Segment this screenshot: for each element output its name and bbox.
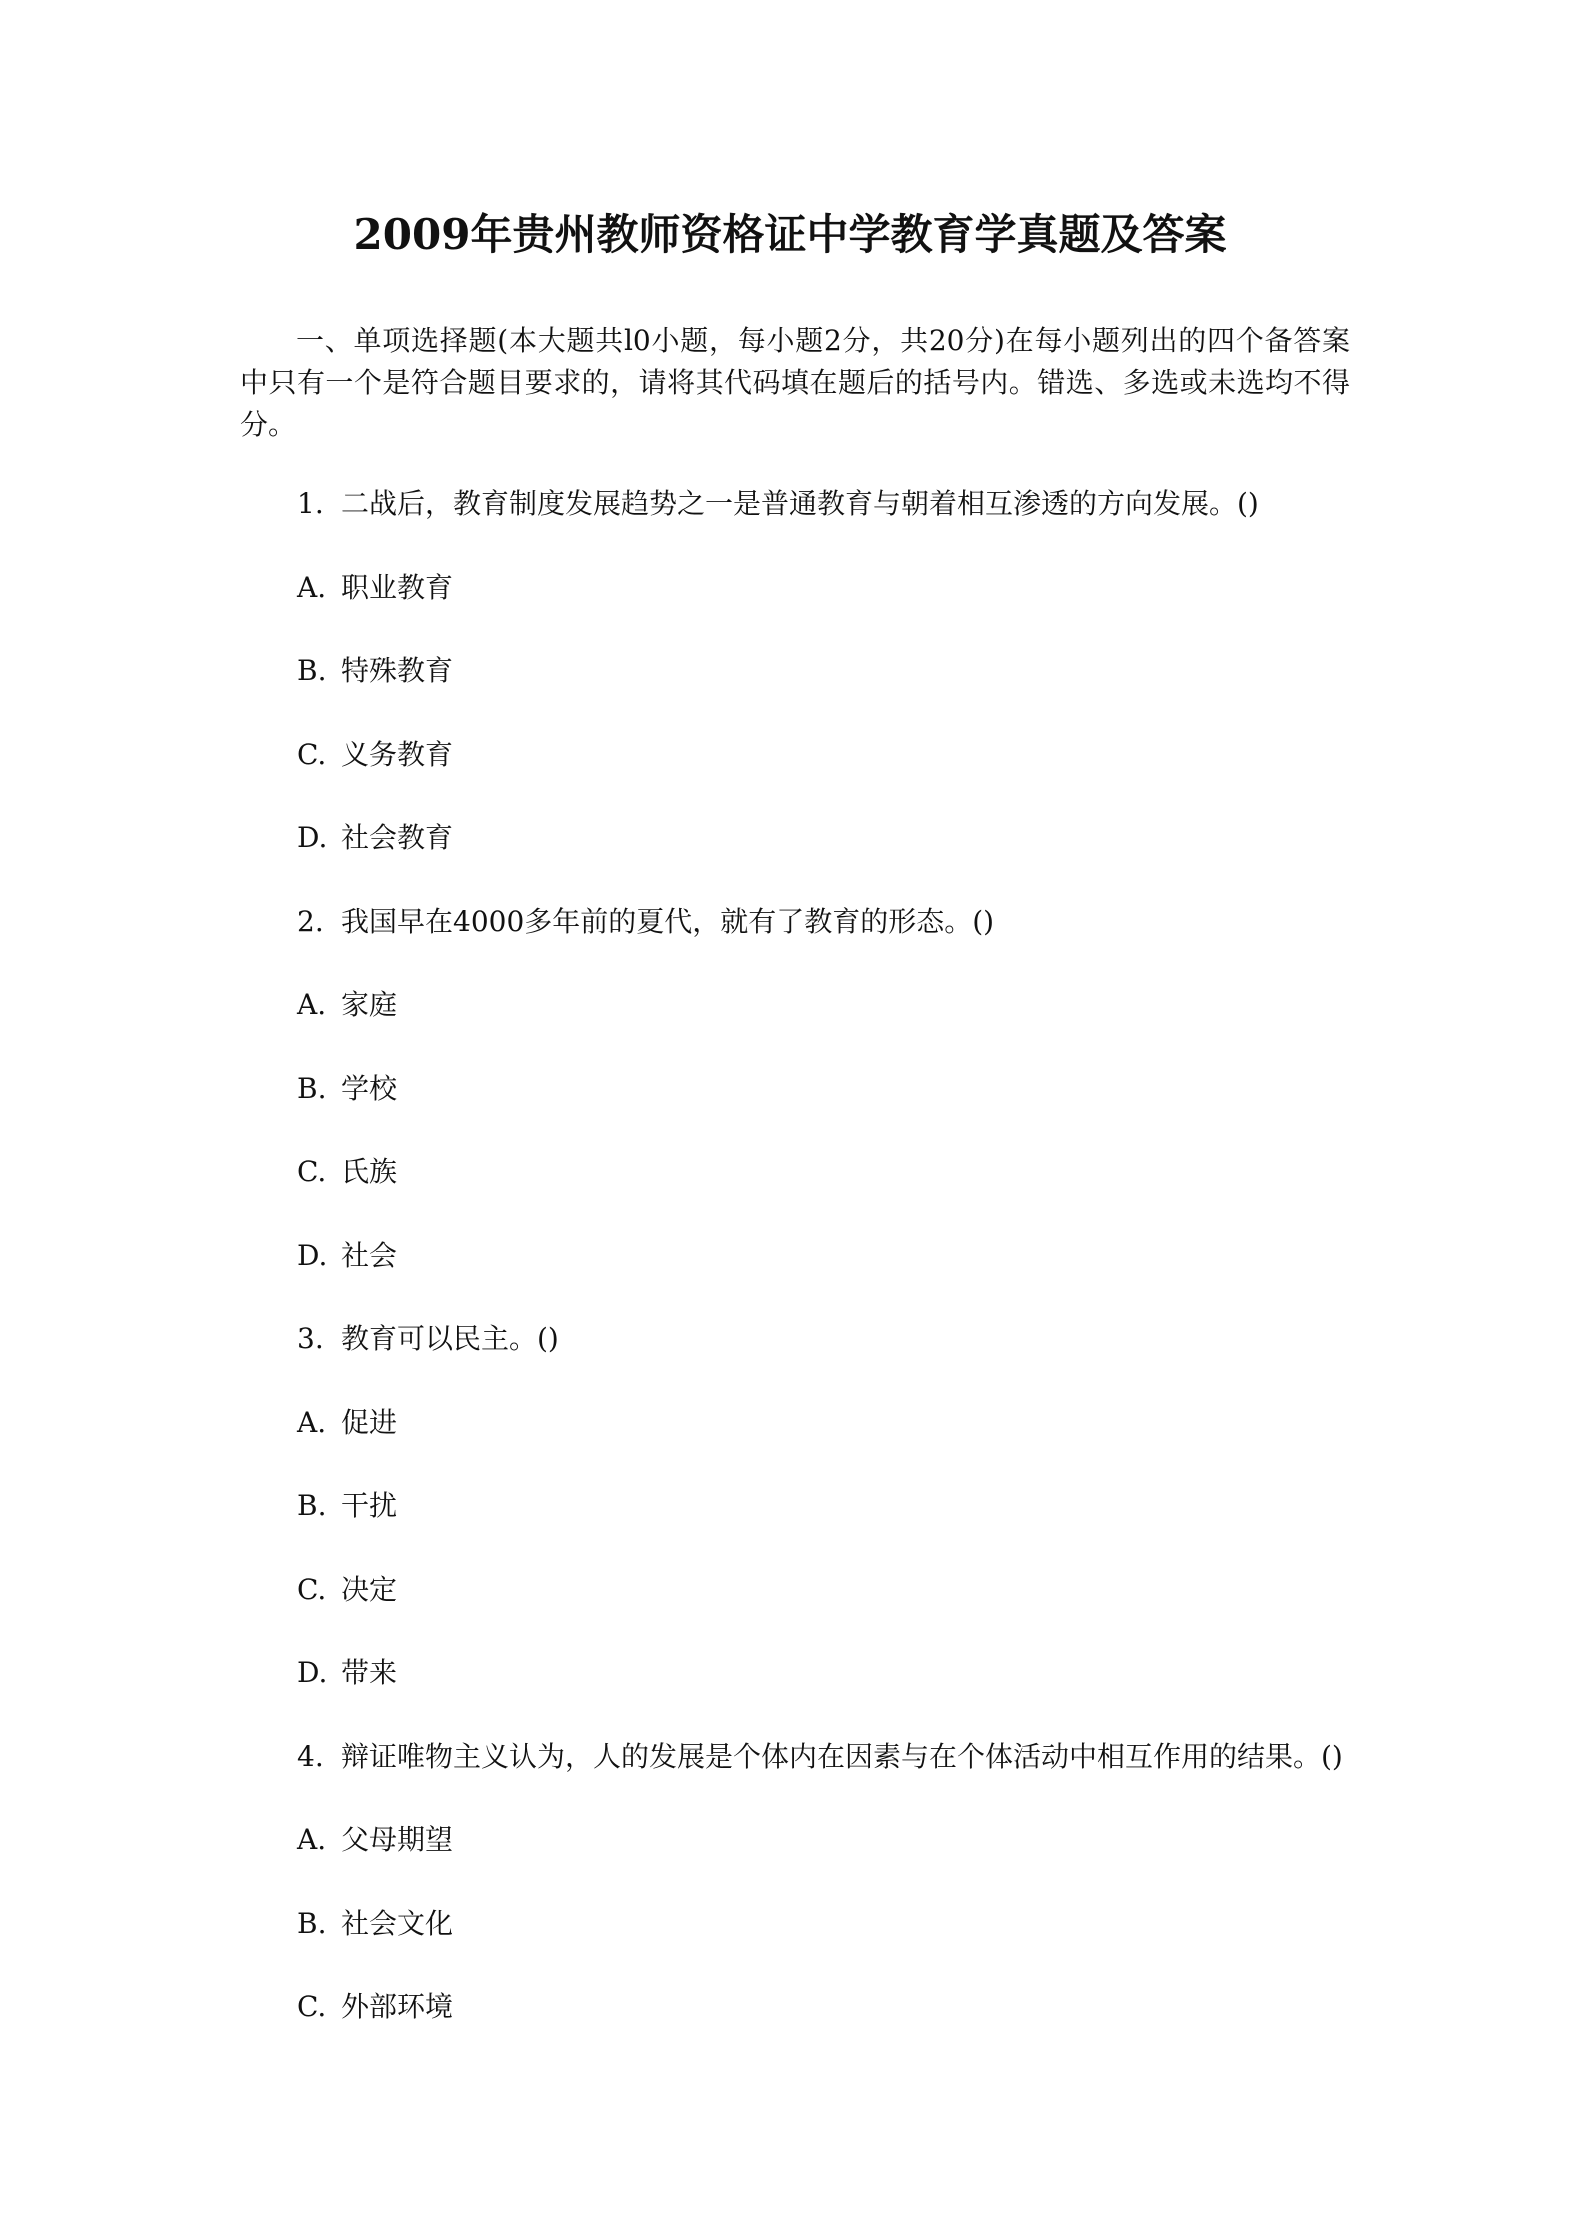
option-text: 学校 <box>341 1071 398 1105</box>
option-letter: B. <box>297 1906 327 1940</box>
option-text: 社会教育 <box>341 821 454 854</box>
question-text: 我国早在4000多年前的夏代，就有了教育的形态。() <box>341 904 995 938</box>
document-title: 2009年贵州教师资格证中学教育学真题及答案 <box>353 210 1227 259</box>
option-text: 氏族 <box>341 1155 398 1188</box>
option-letter: C. <box>297 1990 327 2023</box>
answer-option <box>297 568 453 608</box>
option-text: 外部环境 <box>341 1990 454 2023</box>
option-text: 促进 <box>341 1405 398 1439</box>
option-text: 决定 <box>341 1572 398 1606</box>
question-number: 3. <box>297 1322 324 1355</box>
option-text: 干扰 <box>341 1489 398 1522</box>
answer-option <box>297 1570 397 1610</box>
answer-option <box>297 1904 453 1944</box>
option-letter: B. <box>297 1071 327 1105</box>
question-text: 辩证唯物主义认为，人的发展是个体内在因素与在个体活动中相互作用的结果。() <box>341 1739 1343 1773</box>
question-number: 1. <box>297 487 324 520</box>
option-text: 义务教育 <box>341 737 454 771</box>
section-instructions: 一、单项选择题(本大题共l0小题，每小题2分，共20分)在每小题列出的四个备答案中只有一个是符合题目要求的，请将其代码填在题后的括号内。错选、多选或未选均不得分。 <box>240 324 1350 441</box>
option-letter: C. <box>297 737 327 771</box>
option-text: 社会 <box>341 1238 398 1272</box>
option-letter: D. <box>297 1238 328 1272</box>
question-text: 二战后，教育制度发展趋势之一是普通教育与朝着相互渗透的方向发展。() <box>341 487 1259 520</box>
question-stem <box>297 1737 1343 1777</box>
option-letter: A. <box>297 988 327 1021</box>
question-stem <box>297 484 1259 524</box>
option-letter: A. <box>297 570 327 604</box>
answer-option <box>297 1403 397 1443</box>
option-text: 社会文化 <box>341 1906 454 1940</box>
option-letter: B. <box>297 1489 327 1522</box>
option-text: 职业教育 <box>341 570 454 604</box>
option-text: 家庭 <box>341 988 398 1021</box>
answer-option <box>297 1152 397 1192</box>
answer-option <box>297 985 397 1025</box>
answer-option <box>297 735 453 775</box>
answer-option <box>297 1069 397 1109</box>
option-letter: D. <box>297 821 328 854</box>
option-letter: A. <box>297 1823 327 1856</box>
answer-option <box>297 1236 397 1276</box>
answer-option <box>297 1653 397 1693</box>
option-letter: C. <box>297 1572 327 1606</box>
question-text: 教育可以民主。() <box>341 1322 559 1355</box>
answer-option <box>297 1987 453 2027</box>
answer-option <box>297 818 453 858</box>
answer-option <box>297 651 453 691</box>
option-letter: B. <box>297 654 327 687</box>
question-number: 4. <box>297 1739 324 1773</box>
option-letter: A. <box>297 1405 327 1439</box>
option-text: 特殊教育 <box>341 654 454 687</box>
answer-option <box>297 1820 453 1860</box>
answer-option <box>297 1486 397 1526</box>
question-number: 2. <box>297 904 324 938</box>
option-letter: D. <box>297 1656 328 1689</box>
option-text: 带来 <box>341 1656 398 1689</box>
question-stem <box>297 902 994 942</box>
option-letter: C. <box>297 1155 327 1188</box>
question-stem <box>297 1319 559 1359</box>
option-text: 父母期望 <box>341 1823 454 1856</box>
